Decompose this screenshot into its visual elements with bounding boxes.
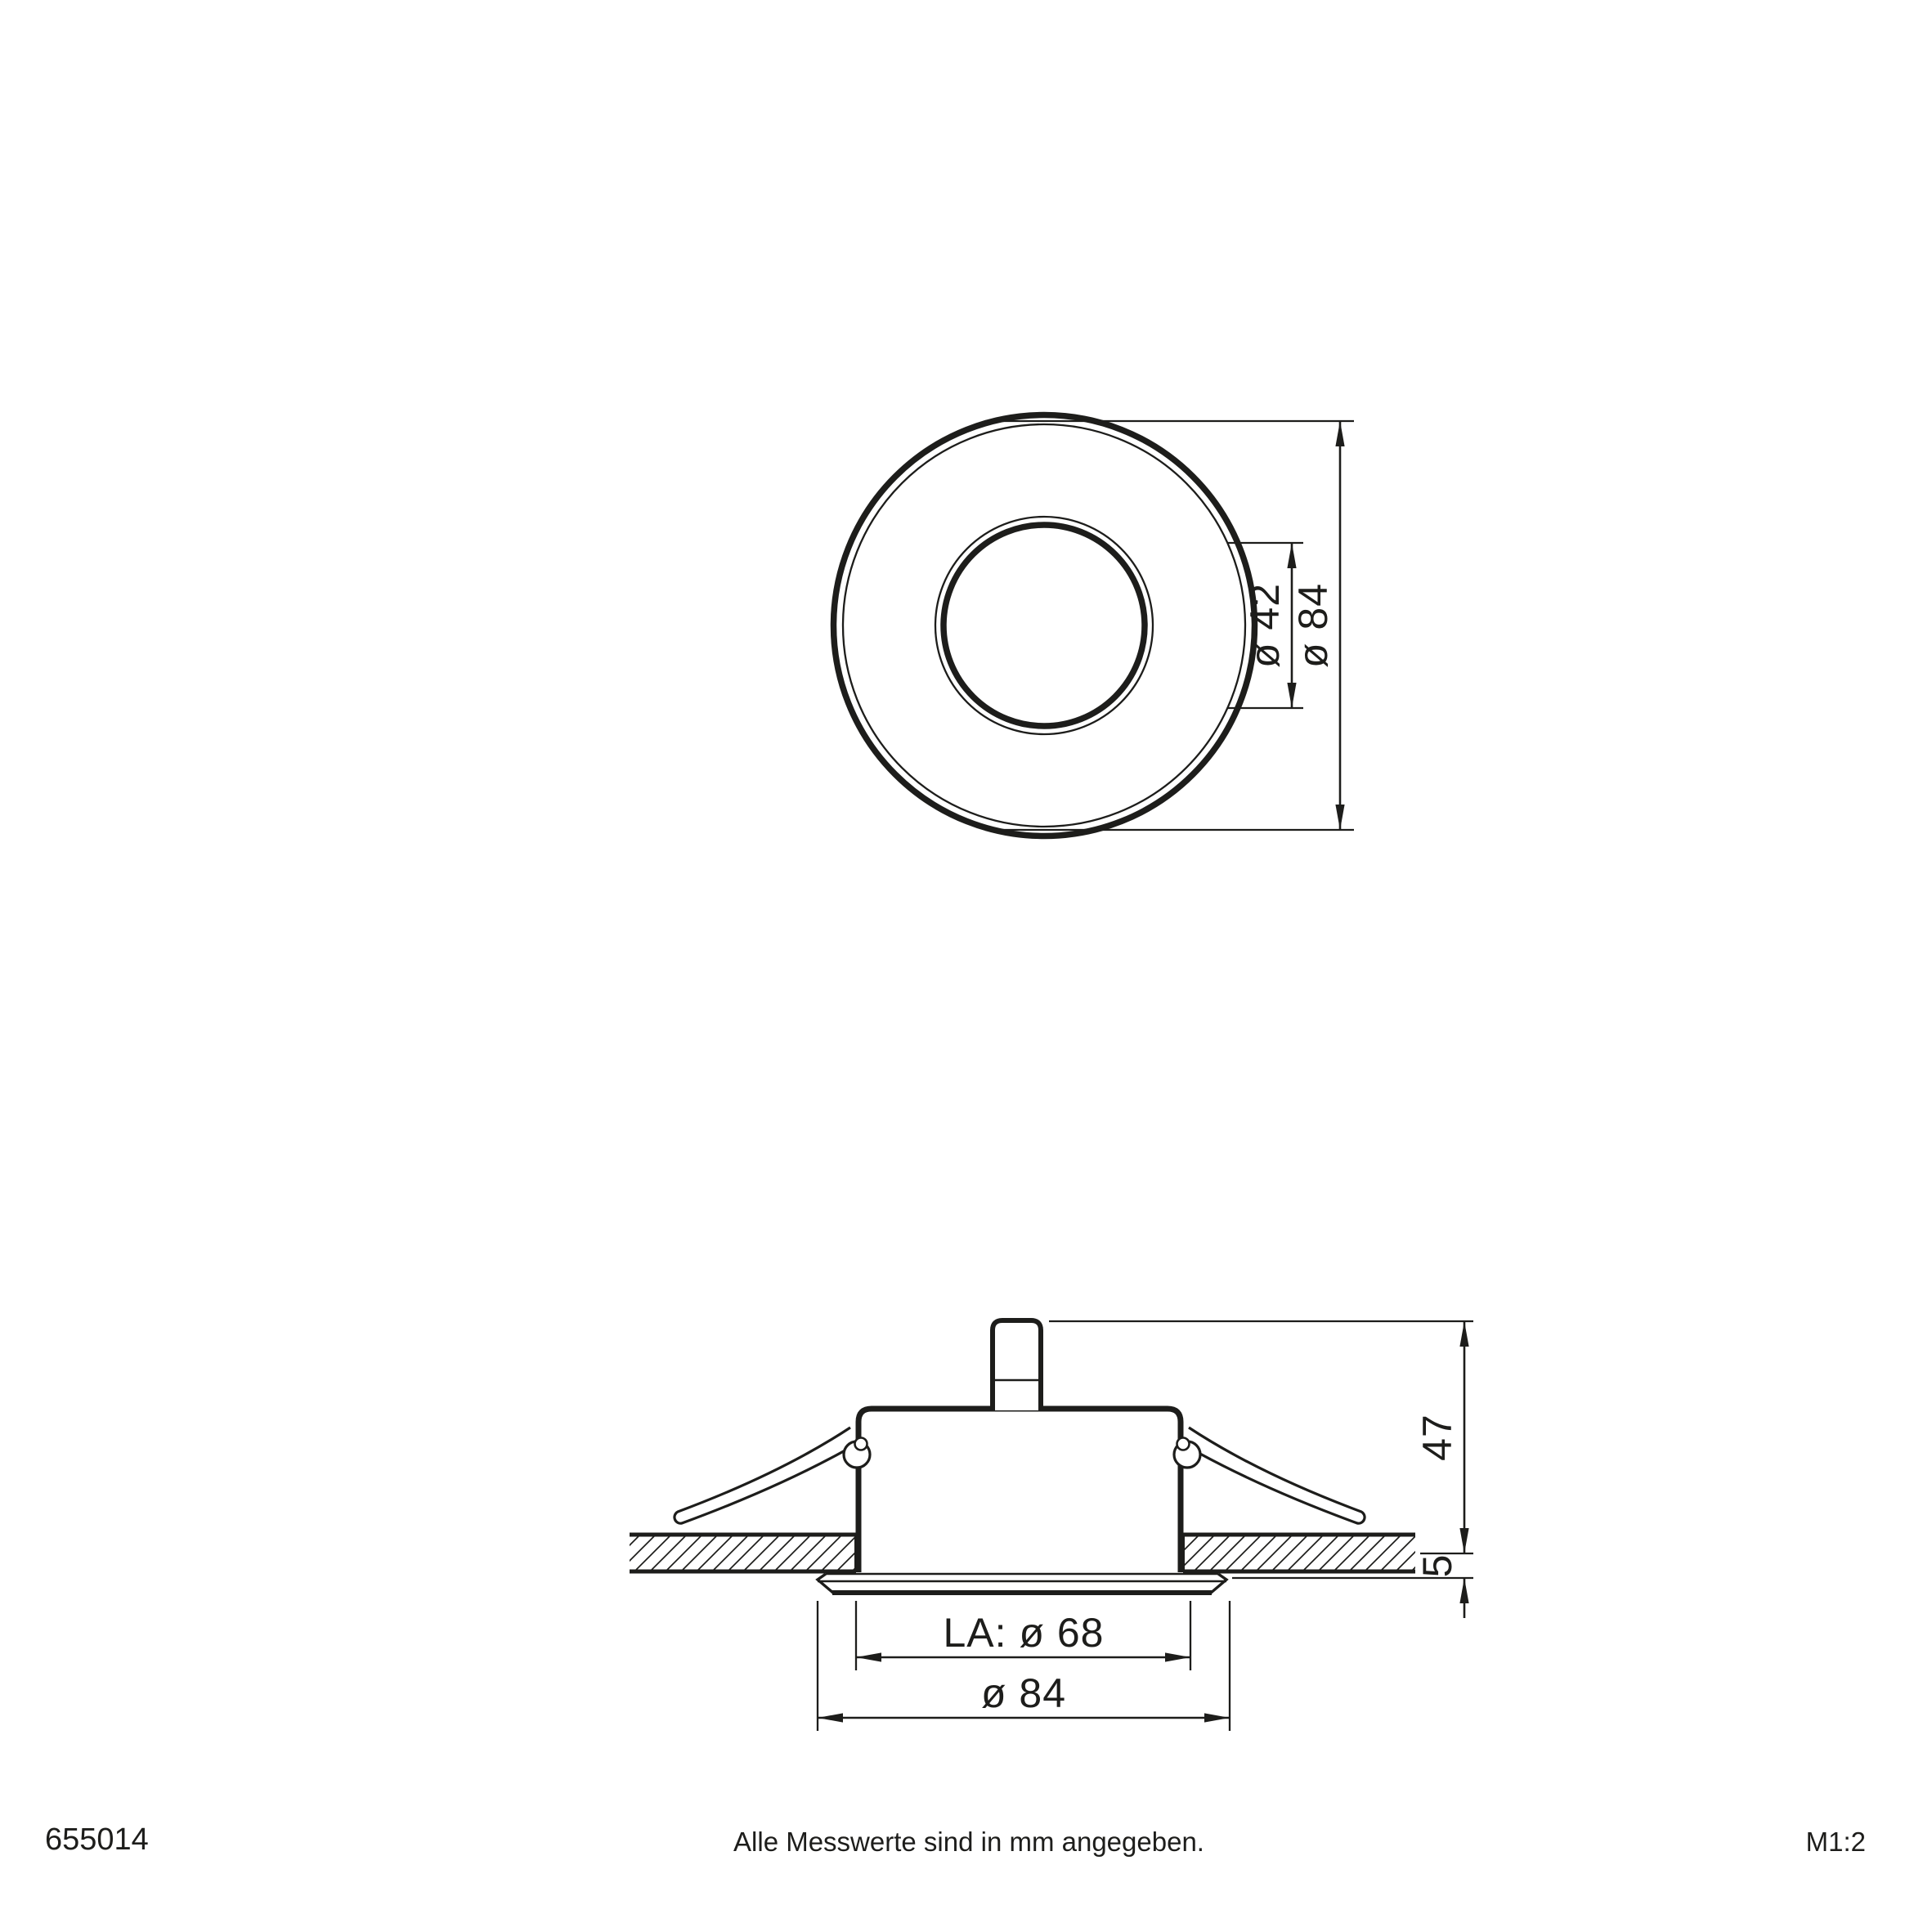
housing-body — [858, 1409, 1181, 1572]
footer-scale: M1:2 — [1805, 1827, 1866, 1857]
top-view-outer-ring-thick — [834, 415, 1255, 836]
footer-note: Alle Messwerte sind in mm angegeben. — [733, 1827, 1204, 1857]
side-view — [630, 1320, 1473, 1731]
cable-connector — [993, 1320, 1041, 1410]
top-view-inner-ring-thick — [944, 525, 1145, 726]
dim-label-height: 47 — [1414, 1414, 1461, 1461]
dim-label-recess: 5 — [1414, 1553, 1461, 1578]
spring-screw-right — [1177, 1438, 1190, 1450]
mounting-spring-left — [675, 1428, 870, 1523]
ceiling-right — [1183, 1535, 1415, 1571]
dim-label-cutout: LA: ø 68 — [943, 1610, 1105, 1656]
ceiling-left — [630, 1535, 856, 1571]
dim-label-inner-diameter: ø 42 — [1242, 582, 1289, 669]
dim-label-outer-diameter: ø 84 — [1290, 582, 1337, 669]
spring-screw-left — [855, 1438, 867, 1450]
footer-article-number: 655014 — [45, 1822, 149, 1857]
dim-label-side-outer-diameter: ø 84 — [980, 1670, 1067, 1716]
top-view-inner-ring-thin — [935, 517, 1153, 734]
mounting-spring-right — [1174, 1428, 1365, 1523]
top-view-outer-ring-thin — [843, 424, 1245, 827]
trim-ring — [818, 1574, 1226, 1594]
